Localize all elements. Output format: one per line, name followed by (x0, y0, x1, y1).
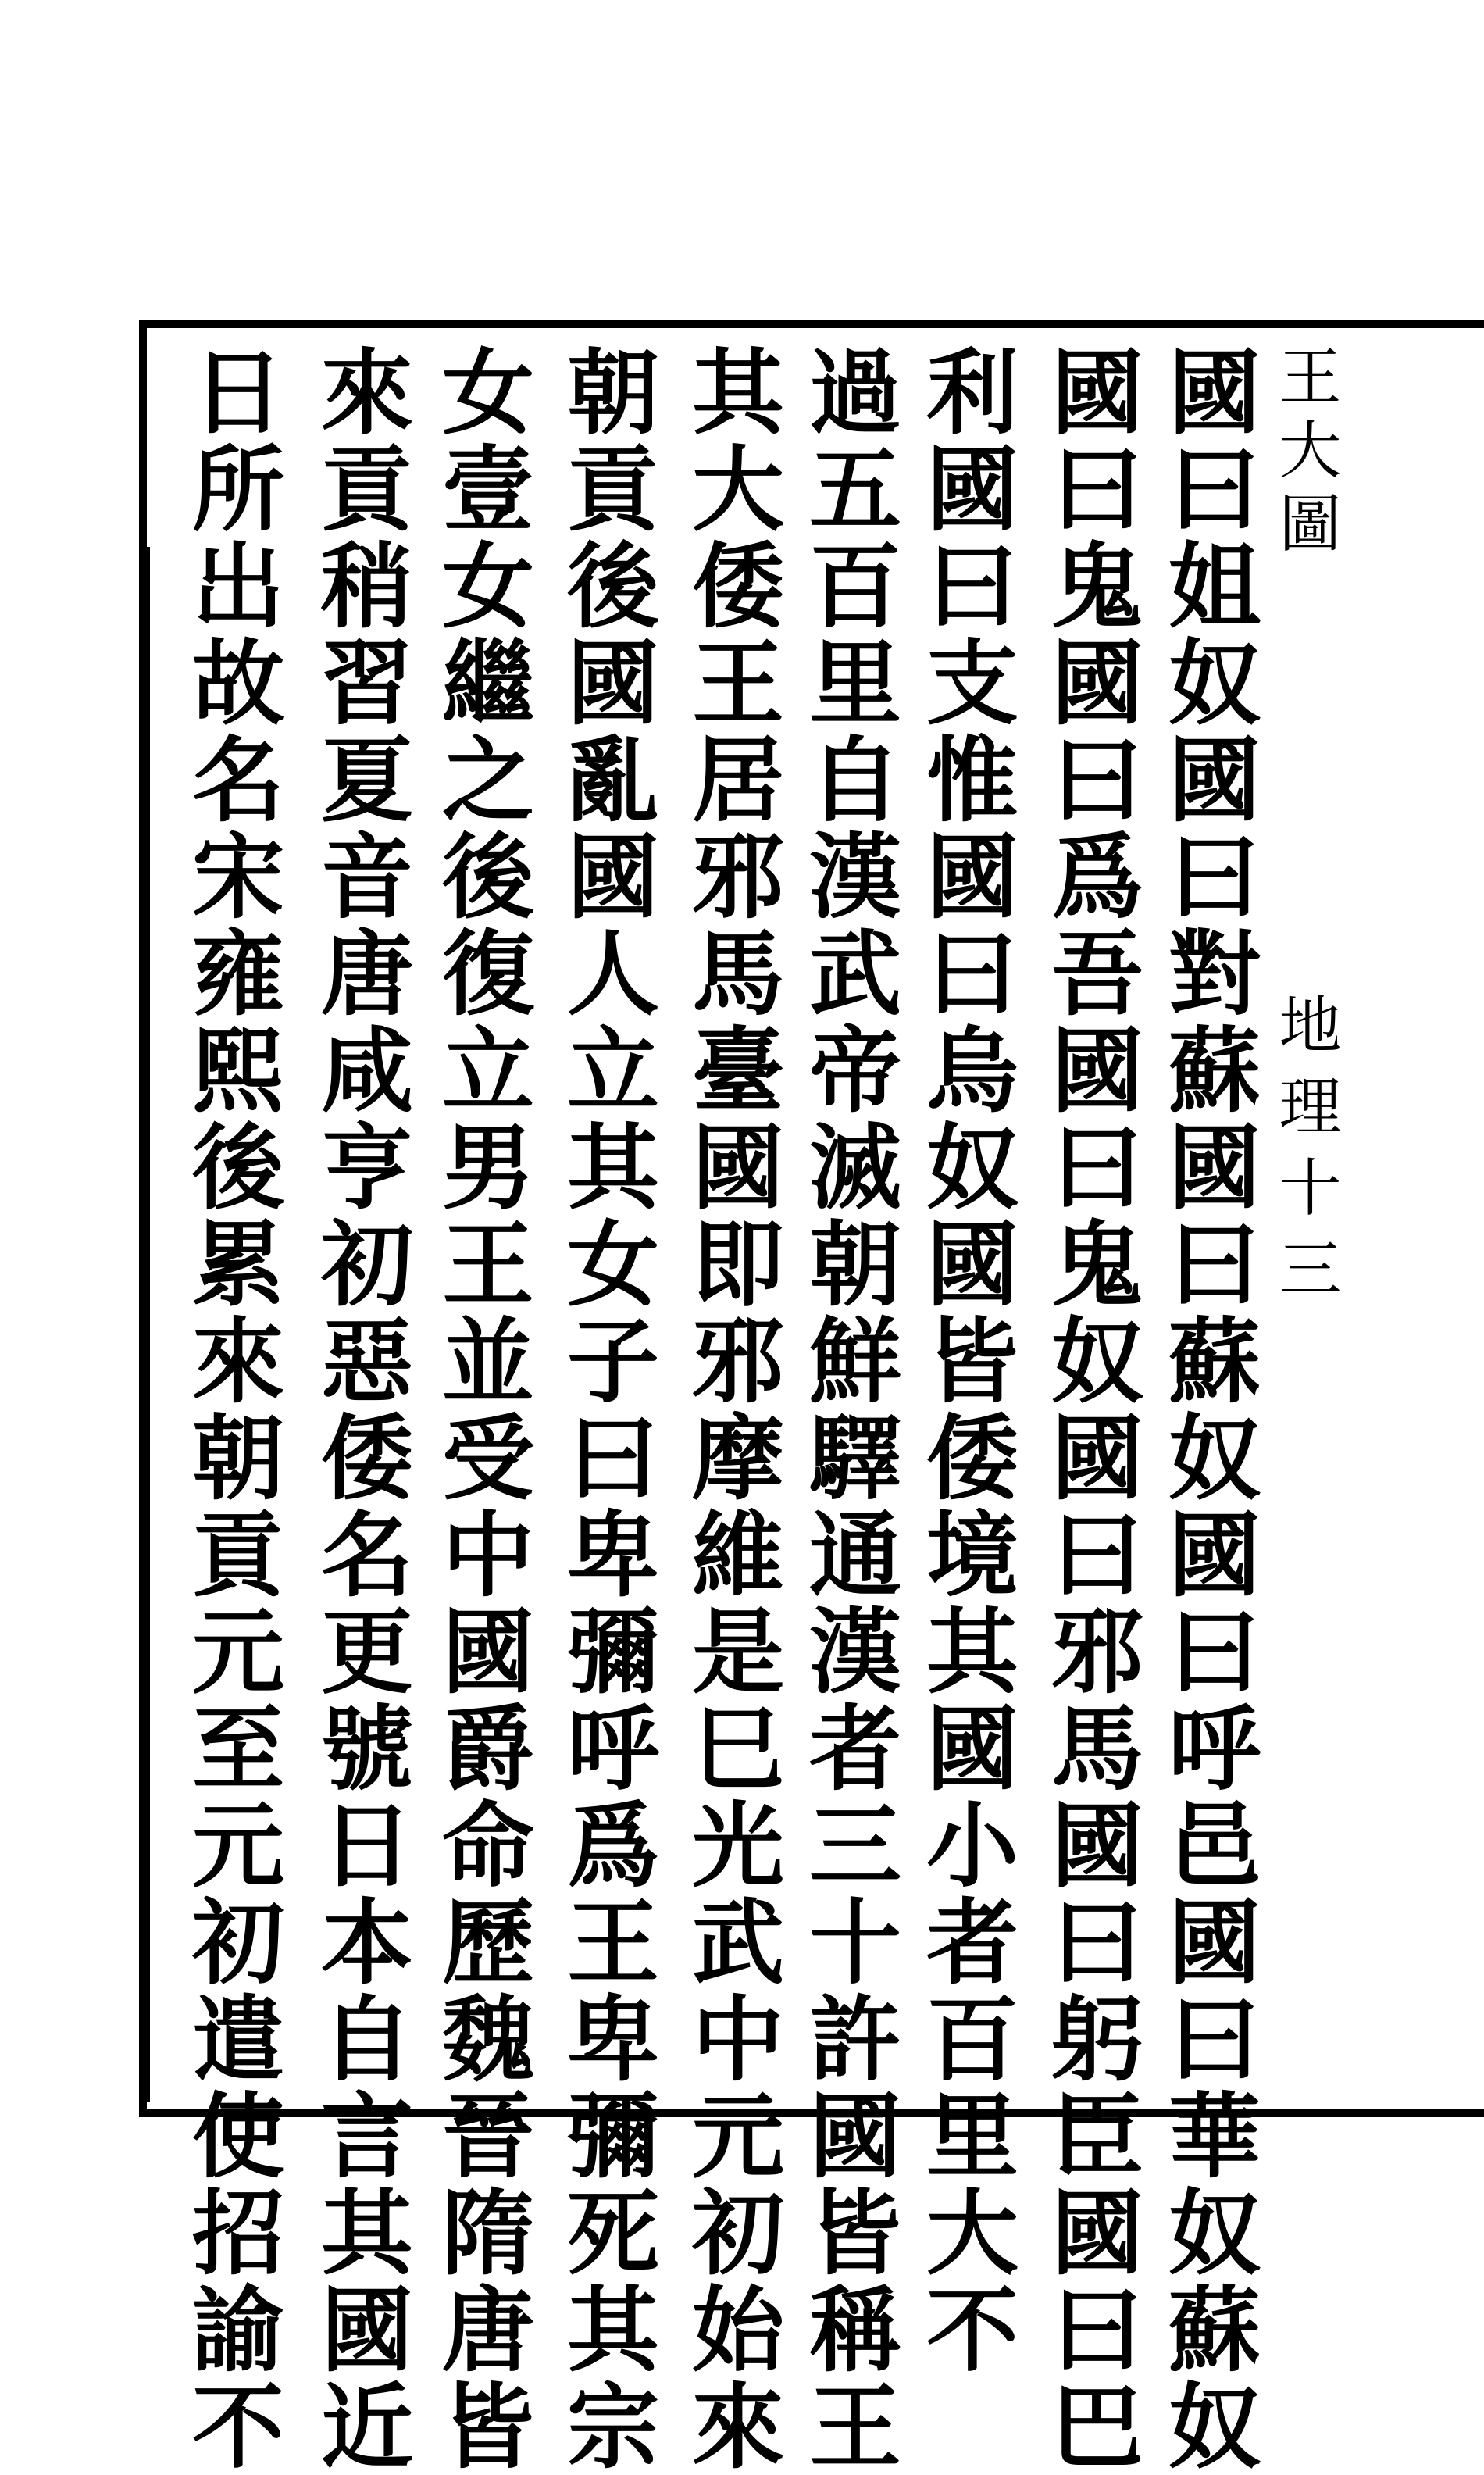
text-column-5: 其大倭王居邪馬臺國即邪摩維是巳光武中元初始來 (676, 344, 785, 2475)
text-column-7: 女壹女繼之後復立男王並受中國爵命歷魏晉隋唐皆 (426, 344, 535, 2475)
text-column-6: 朝貢後國亂國人立其女子曰卑彌呼爲王卑彌死其宗 (551, 344, 660, 2475)
text-column-9: 日所出故名宋雍熙後累來朝貢元至元初遣使招諭不 (177, 344, 285, 2475)
text-column-4: 過五百里自漢武帝滅朝鮮驛通漢者三十許國皆稱王 (794, 344, 902, 2475)
column-rule-upper (147, 547, 150, 1000)
text-column-3: 利國曰支惟國曰烏奴國皆倭境其國小者百里大不 (911, 344, 1019, 2378)
text-column-2: 國曰鬼國曰爲吾國曰鬼奴國曰邪馬國曰躬臣國曰巴 (1036, 344, 1144, 2475)
margin-section-label: 地理十三 (1268, 992, 1341, 1317)
text-column-8: 來貢稍習夏音唐咸亨初惡倭名更號日本自言其國近 (305, 344, 414, 2475)
column-rule-lower (147, 977, 150, 2102)
margin-heading: 王大圖 (1268, 344, 1341, 564)
text-column-1: 國曰姐奴國曰對蘇國曰蘇奴國曰呼邑國曰華奴蘇奴 (1153, 344, 1261, 2475)
